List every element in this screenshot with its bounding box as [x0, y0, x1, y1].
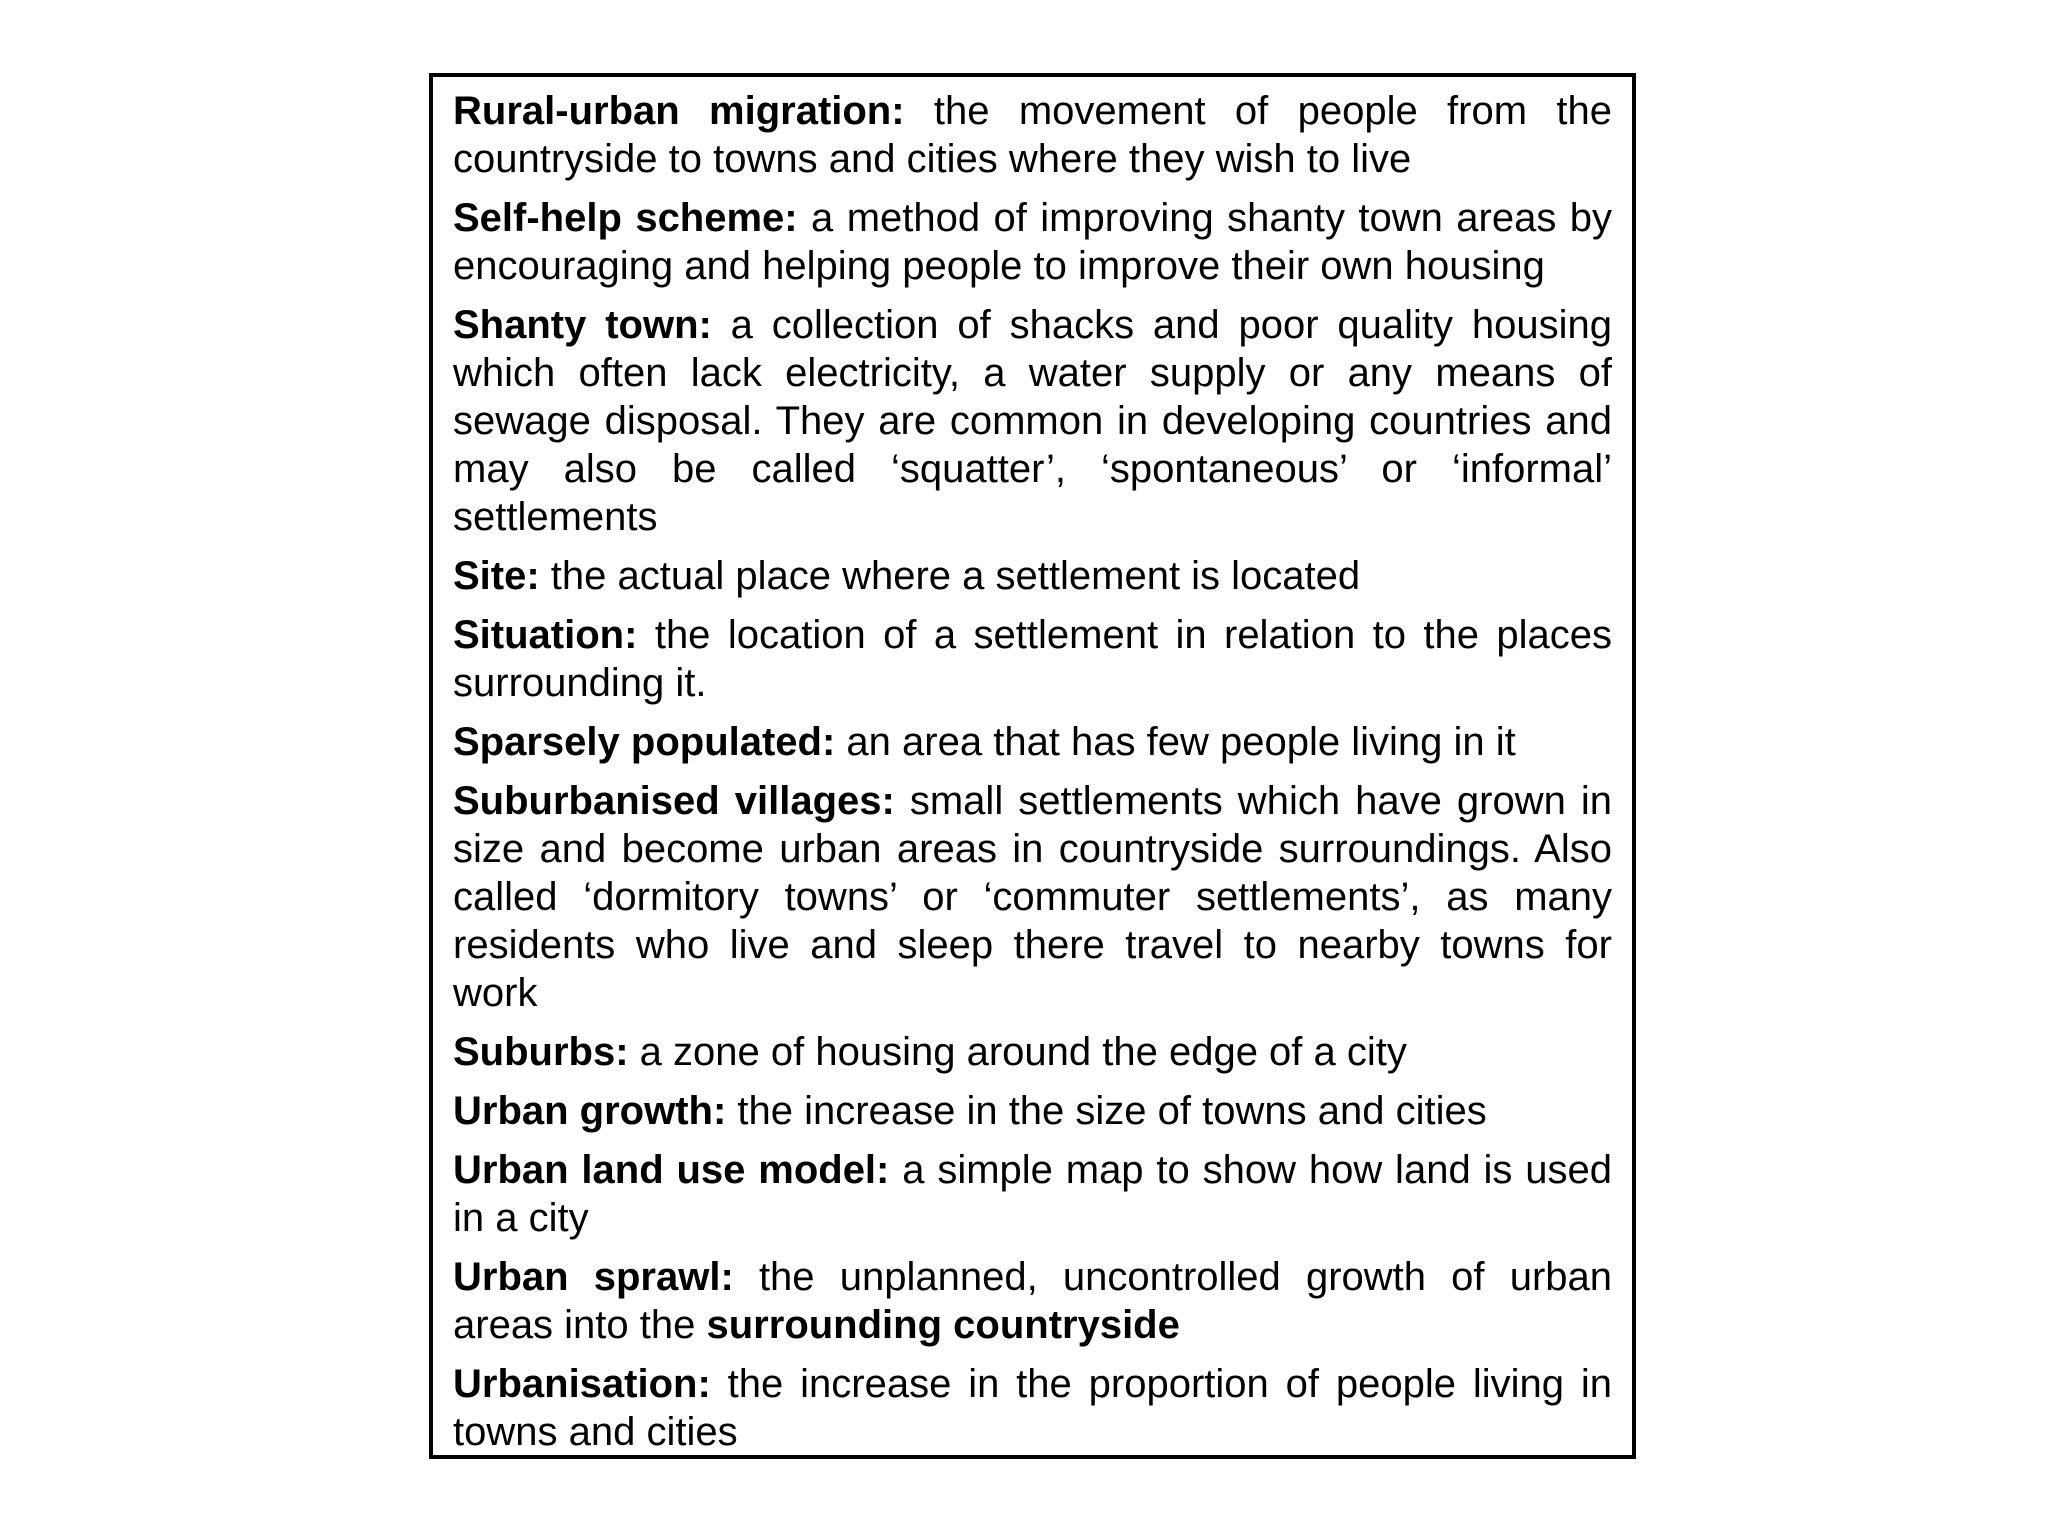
glossary-term: Urban land use model:: [453, 1148, 890, 1192]
glossary-term: Site:: [453, 554, 540, 598]
glossary-term: Urban sprawl:: [453, 1255, 734, 1299]
glossary-entry-suburbs: [453, 1028, 1612, 1076]
glossary-term: Rural-urban migration:: [453, 89, 905, 133]
glossary-definition: a collection of shacks and poor quality housing which often lack electricity, a water supply or any means of sewage disposal. They are common in developing countries and may also be called ‘squatter’, ‘spontaneous’ or ‘informal’ settlements: [453, 303, 1612, 539]
glossary-term: Urbanisation:: [453, 1362, 711, 1406]
glossary-definition: a simple map to show how land is used in a city: [453, 1148, 1613, 1240]
glossary-term: Situation:: [453, 613, 638, 657]
glossary-entry-urban-land-use-model: [453, 1146, 1612, 1242]
glossary-entry-site: [453, 552, 1612, 600]
glossary-entry-self-help-scheme: [453, 194, 1612, 290]
glossary-entry-urban-sprawl: [453, 1253, 1612, 1349]
glossary-definition-emphasis: surrounding countryside: [706, 1303, 1180, 1347]
glossary-entry-rural-urban-migration: [453, 87, 1612, 183]
glossary-definition: small settlements which have grown in size and become urban areas in countryside surroundings. Also called ‘dormitory towns’ or ‘commuter settlements’, as many residents who live and sleep there travel to nearby towns for work: [453, 779, 1613, 1015]
glossary-entry-urbanisation: [453, 1360, 1612, 1456]
glossary-definition: the actual place where a settlement is located: [539, 554, 1361, 598]
glossary-definition: the location of a settlement in relation to the places surrounding it.: [453, 613, 1612, 705]
glossary-definition: a zone of housing around the edge of a city: [628, 1030, 1407, 1074]
glossary-entry-situation: [453, 611, 1612, 707]
glossary-term: Urban growth:: [453, 1089, 727, 1133]
glossary-term: Shanty town:: [453, 303, 712, 347]
glossary-term: Suburbanised villages:: [453, 779, 895, 823]
glossary-entry-sparsely-populated: [453, 718, 1612, 766]
glossary-term: Self-help scheme:: [453, 196, 798, 240]
glossary-definition: the unplanned, uncontrolled growth of urban areas into the: [453, 1255, 1613, 1347]
glossary-term: Suburbs:: [453, 1030, 629, 1074]
glossary-definition: the increase in the proportion of people living in towns and cities: [453, 1362, 1612, 1454]
glossary-definition: the movement of people from the countryside to towns and cities where they wish to live: [453, 89, 1612, 181]
glossary-term: Sparsely populated:: [453, 720, 836, 764]
glossary-entry-suburbanised-villages: [453, 777, 1612, 1017]
glossary-entry-shanty-town: [453, 301, 1612, 541]
glossary-definition: an area that has few people living in it: [835, 720, 1516, 764]
glossary-entry-urban-growth: [453, 1087, 1612, 1135]
glossary-definition: the increase in the size of towns and cities: [726, 1089, 1487, 1133]
glossary-box: [429, 73, 1636, 1459]
glossary-definition: a method of improving shanty town areas by encouraging and helping people to improve their own housing: [453, 196, 1612, 288]
